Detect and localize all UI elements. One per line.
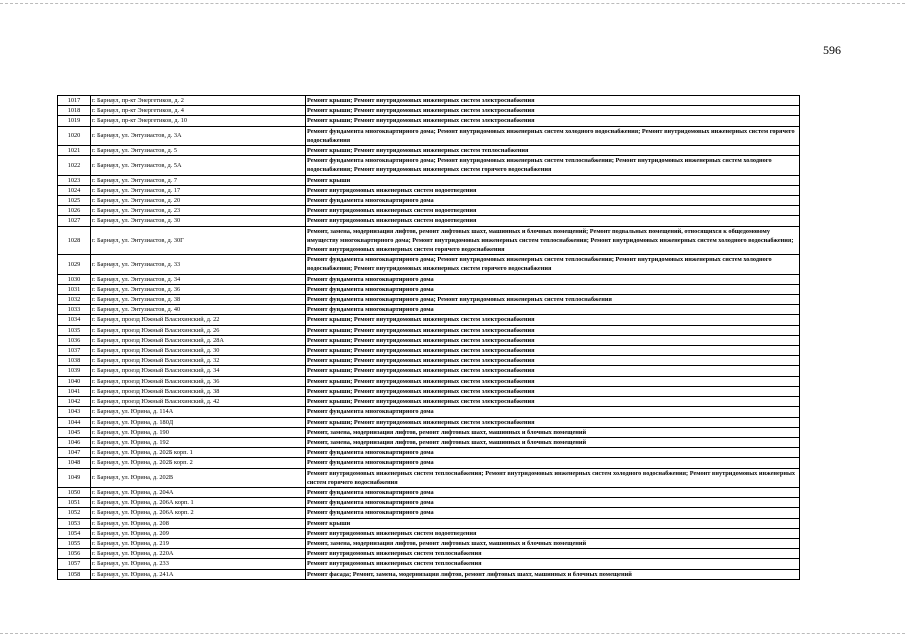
row-address: г. Барнаул, проезд Южный Власихинский, д. 38 (91, 386, 306, 396)
page-number: 596 (823, 43, 841, 57)
row-number: 1039 (58, 366, 91, 376)
row-works: Ремонт фундамента многоквартирного дома (306, 448, 800, 458)
table-row (58, 175, 800, 185)
row-address: г. Барнаул, проезд Южный Власихинский, д. 30 (91, 346, 306, 356)
row-works: Ремонт фундамента многоквартирного дома (306, 196, 800, 206)
row-address: г. Барнаул, проезд Южный Власихинский, д. 36 (91, 376, 306, 386)
row-works: Ремонт крыши; Ремонт внутридомовых инженерных систем электроснабжения (306, 346, 800, 356)
table-row (58, 146, 800, 156)
row-works: Ремонт фундамента многоквартирного дома (306, 274, 800, 284)
table-row (58, 427, 800, 437)
row-number: 1032 (58, 295, 91, 305)
table-row (58, 206, 800, 216)
row-number: 1044 (58, 417, 91, 427)
row-address: г. Барнаул, ул. Юрина, д. 114А (91, 407, 306, 417)
row-address: г. Барнаул, проезд Южный Власихинский, д. 34 (91, 366, 306, 376)
table-row (58, 487, 800, 497)
row-address: г. Барнаул, ул. Юрина, д. 220А (91, 549, 306, 559)
row-number: 1030 (58, 274, 91, 284)
table-body (58, 96, 800, 580)
row-works: Ремонт крыши (306, 175, 800, 185)
row-works: Ремонт фундамента многоквартирного дома; Ремонт внутридомовых инженерных систем теплоснабжения; Ремонт внутридомовых инженерных систем холодного водоснабжения; Ремонт внутридомовых инженерных систем горячего водоснабжения (306, 156, 800, 175)
row-address: г. Барнаул, ул. Энтузиастов, д. 20 (91, 196, 306, 206)
row-number: 1056 (58, 549, 91, 559)
table-row (58, 366, 800, 376)
row-works: Ремонт крыши; Ремонт внутридомовых инженерных систем электроснабжения (306, 116, 800, 126)
row-address: г. Барнаул, ул. Энтузиастов, д. 30Г (91, 226, 306, 255)
row-address: г. Барнаул, ул. Юрина, д. 208 (91, 518, 306, 528)
row-address: г. Барнаул, ул. Энтузиастов, д. 7 (91, 175, 306, 185)
table-row (58, 498, 800, 508)
row-number: 1041 (58, 386, 91, 396)
row-number: 1045 (58, 427, 91, 437)
row-address: г. Барнаул, ул. Юрина, д. 202Б корп. 1 (91, 448, 306, 458)
row-address: г. Барнаул, ул. Энтузиастов, д. 34 (91, 274, 306, 284)
row-address: г. Барнаул, ул. Юрина, д. 202Б корп. 2 (91, 458, 306, 468)
table-row (58, 106, 800, 116)
row-number: 1031 (58, 284, 91, 294)
repair-program-table-container (57, 95, 799, 580)
row-works: Ремонт фундамента многоквартирного дома (306, 407, 800, 417)
row-address: г. Барнаул, ул. Юрина, д. 190 (91, 427, 306, 437)
row-address: г. Барнаул, ул. Энтузиастов, д. 23 (91, 206, 306, 216)
row-number: 1050 (58, 487, 91, 497)
table-row (58, 216, 800, 226)
table-row (58, 96, 800, 106)
row-number: 1023 (58, 175, 91, 185)
row-address: г. Барнаул, ул. Юрина, д. 202В (91, 468, 306, 487)
row-works: Ремонт фундамента многоквартирного дома (306, 487, 800, 497)
row-number: 1055 (58, 538, 91, 548)
row-number: 1029 (58, 255, 91, 274)
row-works: Ремонт фундамента многоквартирного дома; Ремонт внутридомовых инженерных систем теплоснабжения (306, 295, 800, 305)
table-row (58, 386, 800, 396)
row-works: Ремонт внутридомовых инженерных систем водоотведения (306, 216, 800, 226)
row-address: г. Барнаул, ул. Энтузиастов, д. 36 (91, 284, 306, 294)
table-row (58, 196, 800, 206)
table-row (58, 397, 800, 407)
row-works: Ремонт внутридомовых инженерных систем теплоснабжения; Ремонт внутридомовых инженерных систем холодного водоснабжения; Ремонт внутридомовых инженерных систем горячего водоснабжения (306, 468, 800, 487)
row-address: г. Барнаул, проезд Южный Власихинский, д. 28А (91, 335, 306, 345)
row-number: 1025 (58, 196, 91, 206)
row-number: 1028 (58, 226, 91, 255)
table-row (58, 407, 800, 417)
repair-program-table (57, 95, 800, 580)
row-number: 1026 (58, 206, 91, 216)
row-address: г. Барнаул, пр-кт Энергетиков, д. 10 (91, 116, 306, 126)
table-row (58, 284, 800, 294)
table-row (58, 538, 800, 548)
row-works: Ремонт крыши; Ремонт внутридомовых инженерных систем электроснабжения (306, 376, 800, 386)
row-address: г. Барнаул, проезд Южный Власихинский, д. 32 (91, 356, 306, 366)
row-number: 1027 (58, 216, 91, 226)
row-number: 1051 (58, 498, 91, 508)
row-works: Ремонт, замена, модернизация лифтов, ремонт лифтовых шахт, машинных и блочных помещений (306, 427, 800, 437)
table-row (58, 346, 800, 356)
row-works: Ремонт фундамента многоквартирного дома; Ремонт внутридомовых инженерных систем холодного водоснабжения; Ремонт внутридомовых инженерных систем горячего водоснабжения (306, 126, 800, 145)
table-row (58, 559, 800, 569)
row-address: г. Барнаул, ул. Юрина, д. 204А (91, 487, 306, 497)
row-number: 1047 (58, 448, 91, 458)
row-number: 1019 (58, 116, 91, 126)
row-works: Ремонт крыши; Ремонт внутридомовых инженерных систем электроснабжения (306, 386, 800, 396)
row-number: 1020 (58, 126, 91, 145)
row-works: Ремонт крыши; Ремонт внутридомовых инженерных систем электроснабжения (306, 417, 800, 427)
table-row (58, 437, 800, 447)
table-row (58, 518, 800, 528)
row-number: 1040 (58, 376, 91, 386)
row-works: Ремонт крыши; Ремонт внутридомовых инженерных систем электроснабжения (306, 106, 800, 116)
row-works: Ремонт, замена, модернизация лифтов, ремонт лифтовых шахт, машинных и блочных помещений (306, 437, 800, 447)
table-row (58, 305, 800, 315)
row-address: г. Барнаул, проезд Южный Власихинский, д. 26 (91, 325, 306, 335)
row-number: 1034 (58, 315, 91, 325)
row-number: 1048 (58, 458, 91, 468)
row-address: г. Барнаул, ул. Юрина, д. 206А корп. 2 (91, 508, 306, 518)
row-address: г. Барнаул, ул. Энтузиастов, д. 33 (91, 255, 306, 274)
row-works: Ремонт крыши (306, 518, 800, 528)
row-address: г. Барнаул, проезд Южный Власихинский, д. 42 (91, 397, 306, 407)
table-row (58, 274, 800, 284)
row-number: 1017 (58, 96, 91, 106)
row-address: г. Барнаул, ул. Юрина, д. 241А (91, 569, 306, 579)
row-works: Ремонт внутридомовых инженерных систем водоотведения (306, 528, 800, 538)
row-works: Ремонт внутридомовых инженерных систем теплоснабжения (306, 549, 800, 559)
row-number: 1024 (58, 185, 91, 195)
row-works: Ремонт крыши; Ремонт внутридомовых инженерных систем электроснабжения (306, 315, 800, 325)
row-address: г. Барнаул, ул. Энтузиастов, д. 30 (91, 216, 306, 226)
table-row (58, 468, 800, 487)
row-number: 1058 (58, 569, 91, 579)
row-works: Ремонт крыши; Ремонт внутридомовых инженерных систем теплоснабжения (306, 146, 800, 156)
table-row (58, 549, 800, 559)
table-row (58, 126, 800, 145)
table-row (58, 325, 800, 335)
table-row (58, 335, 800, 345)
table-row (58, 376, 800, 386)
row-works: Ремонт внутридомовых инженерных систем теплоснабжения (306, 559, 800, 569)
row-works: Ремонт фундамента многоквартирного дома (306, 284, 800, 294)
table-row (58, 569, 800, 579)
table-row (58, 315, 800, 325)
row-address: г. Барнаул, пр-кт Энергетиков, д. 2 (91, 96, 306, 106)
row-number: 1022 (58, 156, 91, 175)
row-address: г. Барнаул, ул. Юрина, д. 233 (91, 559, 306, 569)
row-works: Ремонт фундамента многоквартирного дома (306, 458, 800, 468)
row-number: 1049 (58, 468, 91, 487)
row-number: 1038 (58, 356, 91, 366)
row-address: г. Барнаул, ул. Энтузиастов, д. 5 (91, 146, 306, 156)
row-address: г. Барнаул, ул. Юрина, д. 180Д (91, 417, 306, 427)
row-works: Ремонт крыши; Ремонт внутридомовых инженерных систем электроснабжения (306, 325, 800, 335)
table-row (58, 458, 800, 468)
row-works: Ремонт фундамента многоквартирного дома (306, 508, 800, 518)
row-number: 1033 (58, 305, 91, 315)
row-address: г. Барнаул, ул. Юрина, д. 209 (91, 528, 306, 538)
table-row (58, 185, 800, 195)
row-works: Ремонт фасада; Ремонт, замена, модернизация лифтов, ремонт лифтовых шахт, машинных и блочных помещений (306, 569, 800, 579)
row-number: 1057 (58, 559, 91, 569)
row-number: 1021 (58, 146, 91, 156)
row-works: Ремонт фундамента многоквартирного дома; Ремонт внутридомовых инженерных систем теплоснабжения; Ремонт внутридомовых инженерных систем холодного водоснабжения; Ремонт внутридомовых инженерных систем горячего водоснабжения (306, 255, 800, 274)
table-row (58, 295, 800, 305)
row-address: г. Барнаул, ул. Энтузиастов, д. 38 (91, 295, 306, 305)
row-works: Ремонт внутридомовых инженерных систем водоотведения (306, 206, 800, 216)
scan-edge-top (0, 3, 905, 4)
row-works: Ремонт крыши; Ремонт внутридомовых инженерных систем электроснабжения (306, 335, 800, 345)
row-works: Ремонт внутридомовых инженерных систем водоотведения (306, 185, 800, 195)
table-row (58, 226, 800, 255)
table-row (58, 156, 800, 175)
row-works: Ремонт крыши; Ремонт внутридомовых инженерных систем электроснабжения (306, 397, 800, 407)
table-row (58, 356, 800, 366)
table-row (58, 116, 800, 126)
row-number: 1043 (58, 407, 91, 417)
row-number: 1042 (58, 397, 91, 407)
row-address: г. Барнаул, ул. Юрина, д. 192 (91, 437, 306, 447)
row-works: Ремонт фундамента многоквартирного дома (306, 498, 800, 508)
table-row (58, 448, 800, 458)
row-number: 1036 (58, 335, 91, 345)
row-number: 1035 (58, 325, 91, 335)
row-number: 1053 (58, 518, 91, 528)
row-number: 1046 (58, 437, 91, 447)
row-address: г. Барнаул, ул. Энтузиастов, д. 5А (91, 156, 306, 175)
row-address: г. Барнаул, ул. Энтузиастов, д. 3А (91, 126, 306, 145)
row-works: Ремонт крыши; Ремонт внутридомовых инженерных систем электроснабжения (306, 96, 800, 106)
row-address: г. Барнаул, ул. Юрина, д. 219 (91, 538, 306, 548)
row-works: Ремонт крыши; Ремонт внутридомовых инженерных систем электроснабжения (306, 356, 800, 366)
table-row (58, 508, 800, 518)
row-number: 1054 (58, 528, 91, 538)
row-works: Ремонт, замена, модернизация лифтов, ремонт лифтовых шахт, машинных и блочных помещений (306, 538, 800, 548)
row-address: г. Барнаул, ул. Энтузиастов, д. 17 (91, 185, 306, 195)
row-address: г. Барнаул, ул. Юрина, д. 206А корп. 1 (91, 498, 306, 508)
table-row (58, 255, 800, 274)
row-address: г. Барнаул, пр-кт Энергетиков, д. 4 (91, 106, 306, 116)
row-works: Ремонт крыши; Ремонт внутридомовых инженерных систем электроснабжения (306, 366, 800, 376)
row-number: 1018 (58, 106, 91, 116)
row-address: г. Барнаул, ул. Энтузиастов, д. 40 (91, 305, 306, 315)
scan-edge-bottom (0, 633, 905, 634)
row-address: г. Барнаул, проезд Южный Власихинский, д. 22 (91, 315, 306, 325)
row-works: Ремонт фундамента многоквартирного дома (306, 305, 800, 315)
row-number: 1037 (58, 346, 91, 356)
row-works: Ремонт, замена, модернизация лифтов, ремонт лифтовых шахт, машинных и блочных помещений; Ремонт подвальных помещений, относящихся к общедомовому имуществу многоквартирного дома; Ремонт внутридомовых инженерных систем теплоснабжения; Ремонт внутридомовых инженерных систем холодного водоснабжения; Ремонт внутридомовых инженерных систем горячего водоснабжения (306, 226, 800, 255)
table-row (58, 528, 800, 538)
row-number: 1052 (58, 508, 91, 518)
table-row (58, 417, 800, 427)
